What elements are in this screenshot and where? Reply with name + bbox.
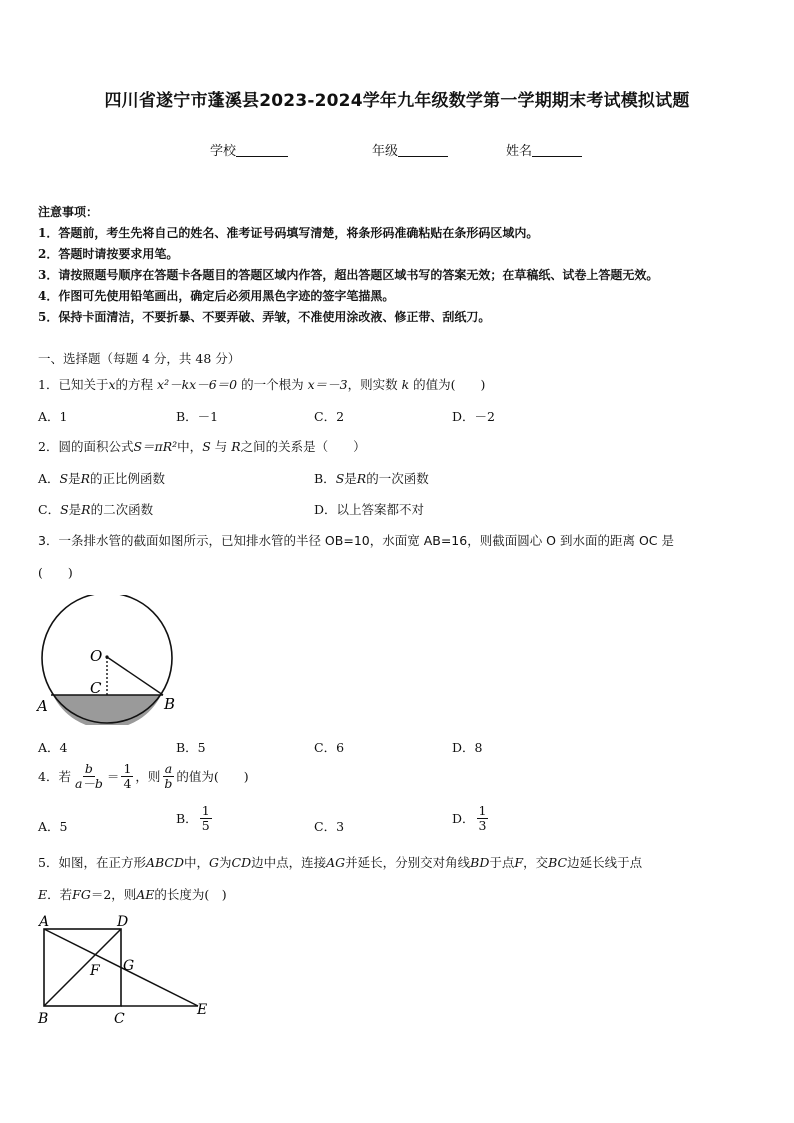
option-letter: A． [38,819,60,834]
option-value: 5 [59,819,68,834]
label-a: A [39,914,50,930]
name-field [506,140,582,159]
q1-option-b[interactable]: B．－1 [176,409,219,424]
q2-text: 之间的关系是（ ） [240,439,366,454]
question-5-line-1 [38,853,642,871]
label-c: C [90,679,102,697]
option-letter: B． [314,471,336,486]
q5-var: AE [136,887,155,902]
numerator: a [164,761,173,776]
label-b: B [164,695,176,713]
question-5-line-2 [38,885,227,903]
option-letter: D． [452,811,475,827]
var-s: S [59,471,69,486]
q1-root: x＝－3 [307,377,348,392]
q5-seg: 为 [219,855,232,870]
question-1 [38,375,485,393]
q5-seg: 边延长线于点 [567,855,643,870]
q5-seg: 5．如图，在正方形 [38,855,146,870]
question-3: 3．一条排水管的截面如图所示，已知排水管的半径 OB=10，水面宽 AB=16，则截面圆心 O 到水面的距离 OC 是 [38,533,675,548]
option-text: 的一次函数 [366,471,429,486]
var-r: R [81,502,91,517]
question-2 [38,437,366,455]
q1-text: 的值为( ) [413,377,486,392]
option-letter: C． [38,502,61,517]
center-dot [105,655,108,658]
q3-option-b[interactable]: B．5 [176,740,206,755]
grade-blank[interactable] [398,143,448,157]
q4-option-d[interactable] [452,804,490,833]
option-letter: C． [314,819,337,834]
q4-equals: ＝ [106,769,120,785]
option-text: 的正比例函数 [90,471,166,486]
school-blank[interactable] [236,143,288,157]
q5-square-diagram [34,912,220,1030]
q3-option-d[interactable]: D．8 [452,740,483,755]
option-value: 3 [336,819,345,834]
q3-option-a[interactable]: A．4 [38,740,68,755]
option-letter: A． [38,471,60,486]
q4-fraction-1 [73,762,105,791]
note-item: 1．答题前，考生先将自己的姓名、准考证号码填写清楚，将条形码准确粘贴在条形码区域内。 [38,226,539,240]
q5-var: AG [326,855,346,870]
var-s: S [335,471,345,486]
q5-var: BC [548,855,568,870]
option-fraction [200,804,212,833]
denominator: 4 [123,775,132,791]
q2-formula: S＝πR² [133,439,178,454]
q4-option-c[interactable] [314,817,344,835]
option-letter: D． [314,502,337,517]
q1-option-d[interactable]: D．－2 [452,409,495,424]
school-field [210,140,288,159]
grade-label: 年级 [372,144,399,159]
q3-circle-diagram [36,595,186,725]
option-text: 是 [68,502,82,517]
numerator: 1 [478,803,487,818]
option-text: 是 [68,471,81,486]
q2-var-r: R [231,439,241,454]
q1-text: 的方程 [115,377,154,392]
q5-seg: 并延长，分别交对角线 [345,855,471,870]
q4-text: 的值为( ) [176,769,249,785]
name-label: 姓名 [506,144,533,159]
label-a: A [37,697,48,715]
school-label: 学校 [210,144,237,159]
q5-var: G [209,855,220,870]
denominator: a－b [74,775,103,791]
denominator: 5 [201,817,210,833]
q1-option-a[interactable]: A．1 [38,409,68,424]
option-text: 以上答案都不对 [336,502,425,517]
label-c: C [114,1011,125,1027]
denominator: b [164,775,173,791]
q1-text: ，则实数 [347,377,398,392]
q5-seg: 于点 [489,855,515,870]
q3-option-c[interactable]: C．6 [314,740,345,755]
note-item: 4．作图可先使用铅笔画出，确定后必须用黑色字迹的签字笔描黑。 [38,289,395,303]
q5-var: FG [72,887,91,902]
note-item: 5．保持卡面清洁，不要折暴、不要弄破、弄皱，不准使用涂改液、修正带、刮纸刀。 [38,310,491,324]
question-4 [38,762,249,791]
q2-text: 与 [214,439,228,454]
q5-seg: ，交 [523,855,549,870]
grade-field [372,140,448,159]
label-g: G [123,958,135,974]
q4-option-a[interactable] [38,817,67,835]
name-blank[interactable] [532,143,582,157]
note-item: 3．请按照题号顺序在答题卡各题目的答题区域内作答，超出答题区域书写的答案无效；在草稿纸、试卷上答题无效。 [38,268,659,282]
q5-seg: 边中点，连接 [251,855,327,870]
option-text: 是 [344,471,357,486]
q1-var-x: x [108,377,116,392]
numerator: b [84,761,93,776]
option-letter: B． [176,811,198,827]
note-item: 2．答题时请按要求用笔。 [38,247,179,261]
q5-var: E [38,887,48,902]
q5-seg: ＝2，则 [90,887,137,902]
label-b: B [38,1011,49,1027]
option-fraction [477,804,489,833]
q1-equation: x²－kx－6＝0 [157,377,238,392]
numerator: 1 [201,803,210,818]
q4-fraction-2 [121,762,133,791]
q5-var: F [514,855,524,870]
q5-seg: 的长度为( ) [154,887,227,902]
notes-heading: 注意事项： [38,205,99,219]
q2-option-d[interactable] [314,500,424,518]
diagonal-bd [44,929,121,1006]
label-o: O [90,647,103,665]
radius-ob [107,657,163,695]
q2-text: 中， [177,439,203,454]
q4-text: 4．若 [38,769,71,785]
q5-var: CD [231,855,252,870]
label-f: F [90,963,100,979]
q5-var: BD [470,855,490,870]
q3-answer-paren: ( ) [38,565,73,580]
q4-option-b[interactable] [176,804,214,833]
page-title: 四川省遂宁市蓬溪县2023-2024学年九年级数学第一学期期末考试模拟试题 [104,91,690,111]
var-r: R [80,471,91,486]
q2-var-s: S [202,439,211,454]
section-heading: 一、选择题（每题 4 分，共 48 分） [38,351,241,366]
option-text: 的二次函数 [90,502,154,517]
q1-var-k: k [401,377,410,392]
q1-text: 1．已知关于 [38,377,109,392]
var-s: S [60,502,69,517]
denominator: 3 [478,817,487,833]
q5-var: ABCD [145,855,184,870]
q2-option-b[interactable] [314,469,429,487]
q4-text: ，则 [135,769,161,785]
q5-seg: 中， [184,855,210,870]
q2-option-a[interactable] [38,469,165,487]
var-r: R [356,471,367,486]
q1-option-c[interactable]: C．2 [314,409,345,424]
label-e: E [197,1002,208,1018]
numerator: 1 [123,761,132,776]
q4-fraction-3 [162,762,174,791]
q2-text: 2．圆的面积公式 [38,439,134,454]
q2-option-c[interactable] [38,500,153,518]
label-d: D [117,914,129,930]
q1-text: 的一个根为 [241,377,304,392]
q5-seg: ．若 [47,887,73,902]
